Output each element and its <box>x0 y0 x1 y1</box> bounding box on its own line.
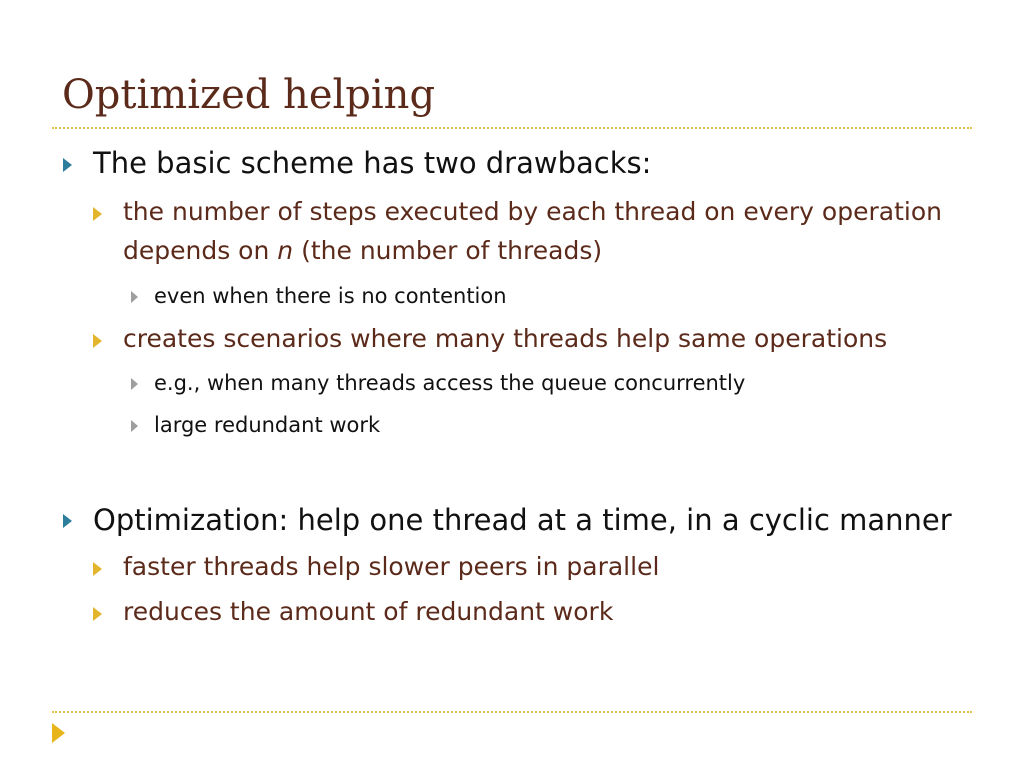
bullet-triangle-icon <box>131 378 138 390</box>
bullet-triangle-icon <box>93 607 102 621</box>
variable-n: n <box>277 236 294 265</box>
bullet-triangle-icon <box>63 514 72 528</box>
bullet-redundant-work: large redundant work <box>154 413 381 437</box>
footer-divider <box>52 711 972 713</box>
bullet-triangle-icon <box>93 562 102 576</box>
title-divider <box>52 127 972 129</box>
bullet-triangle-icon <box>63 158 72 172</box>
bullet-triangle-icon <box>131 291 138 303</box>
bullet-reduces-work: reduces the amount of redundant work <box>123 597 614 626</box>
bullet-steps-line1: the number of steps executed by each thread on every operation <box>123 197 942 226</box>
bullet-scenarios: creates scenarios where many threads help same operations <box>123 324 888 353</box>
slide-title: Optimized helping <box>62 72 436 118</box>
bullet-concurrent-access: e.g., when many threads access the queue concurrently <box>154 371 746 395</box>
bullet-faster-threads: faster threads help slower peers in parallel <box>123 552 660 581</box>
bullet-no-contention: even when there is no contention <box>154 284 507 308</box>
bullet-triangle-icon <box>93 207 102 221</box>
bullet-triangle-icon <box>131 420 138 432</box>
bullet-optimization: Optimization: help one thread at a time, in a cyclic manner <box>93 503 952 537</box>
bullet-steps-line2: depends on n (the number of threads) <box>123 236 603 265</box>
bullet-drawbacks: The basic scheme has two drawbacks: <box>93 146 652 180</box>
next-slide-arrow-icon[interactable] <box>52 723 65 743</box>
bullet-triangle-icon <box>93 334 102 348</box>
